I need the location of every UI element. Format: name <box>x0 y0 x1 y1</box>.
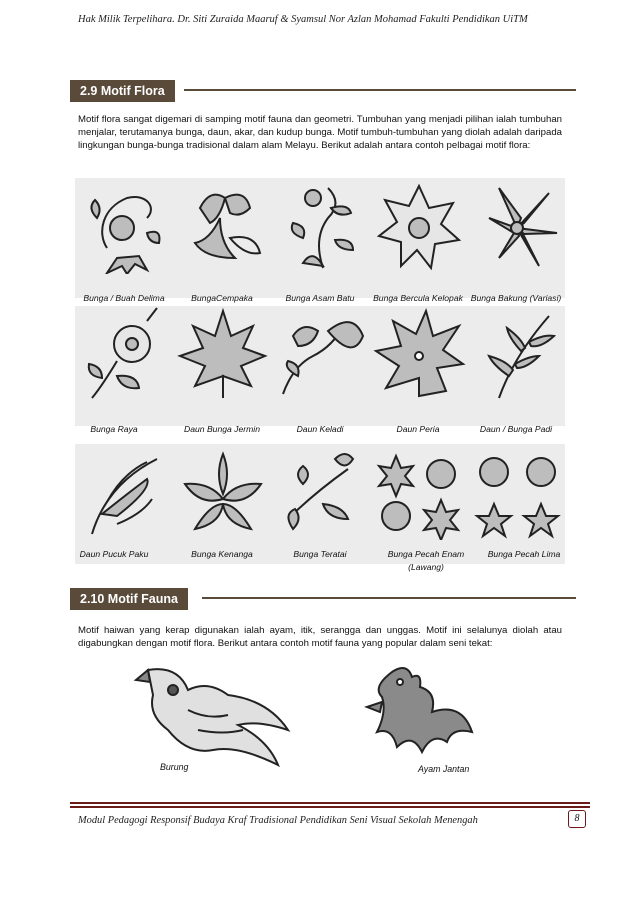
motif-bunga-asam-batu <box>273 178 369 278</box>
motif-daun-peria <box>371 306 467 406</box>
motif-bunga-bakung <box>469 178 565 278</box>
motif-bunga-kenanga <box>175 444 271 544</box>
section-heading-flora <box>70 80 576 102</box>
section-title-flora: 2.9 Motif Flora <box>70 80 175 102</box>
label-bunga-bakung: Bunga Bakung (Variasi) <box>470 293 562 303</box>
motif-daun-keladi <box>273 306 369 406</box>
section-title-fauna: 2.10 Motif Fauna <box>70 588 188 610</box>
motif-bunga-cempaka <box>175 178 271 278</box>
label-daun-keladi: Daun Keladi <box>296 424 344 434</box>
label-bunga-teratai: Bunga Teratai <box>293 549 347 559</box>
label-bunga-asam-batu: Bunga Asam Batu <box>285 293 355 303</box>
page-number: 8 <box>568 810 586 828</box>
label-bunga-pecah-enam: Bunga Pecah Enam (Lawang) <box>387 549 465 572</box>
label-bunga-bercula: Bunga Bercula Kelopak <box>373 293 463 303</box>
flora-paragraph: Motif flora sangat digemari di samping motif fauna dan geometri. Tumbuhan yang menjadi pilihan ialah tumbuhan menjalar, terutamanya bunga, daun, akar, dan kudup bunga. Motif tumbuh-tumbuhan yang diolah adalah daripada lingkungan bunga-bunga tradisional dalam alam Melayu. Berikut adalah antara contoh pelbagai motif flora: <box>78 114 562 152</box>
page-footer: Modul Pedagogi Responsif Budaya Kraf Tradisional Pendidikan Seni Visual Sekolah Menengah <box>78 815 478 826</box>
flora-motif-row-1 <box>75 178 565 298</box>
motif-bunga-raya <box>77 306 173 406</box>
flora-motif-row-2 <box>75 306 565 426</box>
motif-bunga-pecah-lima <box>469 444 565 544</box>
motif-bunga-pecah-enam <box>371 444 467 544</box>
page-header: Hak Milik Terpelihara. Dr. Siti Zuraida Maaruf & Syamsul Nor Azlan Mohamad Fakulti Pendidikan UiTM <box>78 14 528 25</box>
motif-burung <box>128 660 300 772</box>
label-daun-peria: Daun Peria <box>396 424 440 434</box>
fauna-paragraph: Motif haiwan yang kerap digunakan ialah ayam, itik, serangga dan unggas. Motif ini selalunya diolah atau digabungkan dengan motif flora. Berikut antara contoh motif fauna yang popular dalam seni tekat: <box>78 625 562 650</box>
motif-bunga-delima <box>77 178 173 278</box>
label-daun-padi: Daun / Bunga Padi <box>479 424 553 434</box>
label-daun-pucuk-paku: Daun Pucuk Paku <box>79 549 149 559</box>
footer-rule <box>70 802 590 810</box>
caption-burung: Burung <box>160 762 189 772</box>
motif-daun-pucuk-paku <box>77 444 173 544</box>
label-bunga-kenanga: Bunga Kenanga <box>191 549 253 559</box>
motif-daun-padi <box>469 306 565 406</box>
motif-ayam-jantan <box>352 662 482 762</box>
label-bunga-cempaka: BungaCempaka <box>191 293 253 303</box>
label-bunga-delima: Bunga / Buah Delima <box>83 293 165 303</box>
motif-daun-jermin <box>175 306 271 406</box>
label-bunga-raya: Bunga Raya <box>90 424 138 434</box>
section-rule <box>202 597 576 599</box>
label-daun-jermin: Daun Bunga Jermin <box>184 424 260 434</box>
label-bunga-pecah-lima: Bunga Pecah Lima <box>487 549 561 559</box>
section-rule <box>184 89 576 91</box>
caption-ayam-jantan: Ayam Jantan <box>418 764 470 774</box>
motif-bunga-teratai <box>273 444 369 544</box>
section-heading-fauna <box>70 588 576 610</box>
motif-bunga-bercula <box>371 178 467 278</box>
flora-motif-row-3 <box>75 444 565 564</box>
